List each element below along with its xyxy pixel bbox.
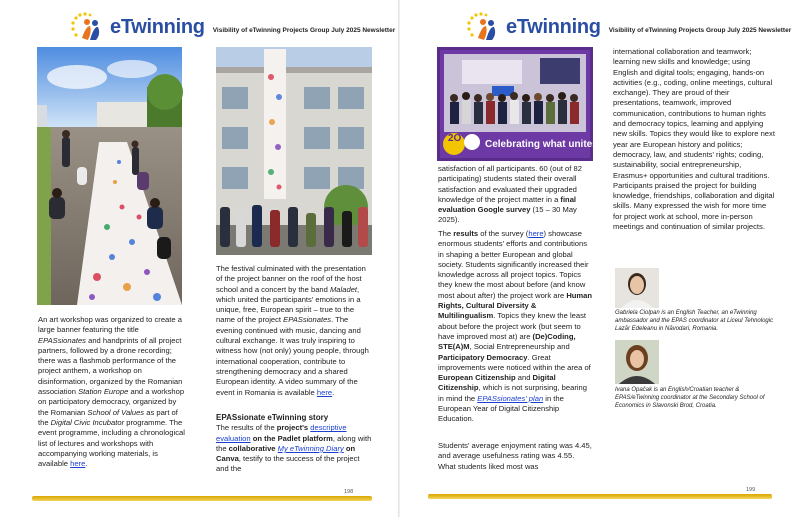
newsletter-title: Visibility of eTwinning Projects Group July 2025 Newsletter bbox=[608, 26, 792, 34]
text-run: and handprints of all project partners, followed by a drone recording; there was a flashmob performance of the project anthem, a workshop on disinformation, organized by the Romanian association bbox=[38, 335, 183, 397]
etwinning-logo bbox=[466, 12, 601, 42]
text-run: results bbox=[453, 229, 479, 238]
school-banner-photo bbox=[216, 47, 372, 255]
logo-text: eTwinning bbox=[506, 15, 601, 38]
text-run: , testify to the success of the project and the bbox=[216, 454, 360, 474]
festival-paragraph bbox=[216, 264, 374, 398]
newsletter-title: Visibility of eTwinning Projects Group July 2025 Newsletter bbox=[212, 26, 396, 34]
art-workshop-photo bbox=[37, 47, 182, 305]
footer-bar bbox=[428, 494, 772, 499]
text-run: in the European Year of Digital Citizenship Education. bbox=[438, 393, 564, 424]
text-run: satisfaction of all participants. 60 (out of 82 participating) students stated their overall satisfaction and evaluated their upgraded knowledge of the project matter in a bbox=[438, 164, 582, 204]
video-summary-link[interactable]: here bbox=[316, 387, 333, 397]
text-run: Students' average enjoyment rating was 4.45, and average usefulness rating was 4.55. What students liked most was bbox=[438, 441, 592, 471]
text-run: . bbox=[332, 387, 335, 397]
text-run: of the survey ( bbox=[478, 229, 529, 238]
text-run: , which united the participants' emotions in a unique, free, European spirit – true to the name of the project bbox=[216, 284, 361, 325]
text-run: . The evening continued with music, dancing and cultural exchange. It was truly inspiring to witness how (not only) young people, through international cooperation, contribute to strengthening democracy and a shared European identity. A video summary of the event in Romania is available bbox=[216, 315, 369, 397]
text-run: . bbox=[85, 459, 88, 469]
avatar-ivana bbox=[615, 340, 659, 384]
survey-link[interactable]: here bbox=[528, 229, 544, 238]
text-run: on Canva bbox=[216, 443, 356, 464]
text-run: as part of the bbox=[38, 407, 178, 427]
page-number: 199 bbox=[746, 487, 756, 493]
survey-results-paragraph bbox=[438, 229, 594, 425]
text-run: EPASsionates bbox=[283, 315, 332, 325]
ratings-paragraph bbox=[438, 441, 594, 472]
text-run: on the Padlet platform bbox=[250, 433, 333, 443]
text-run: . Topics they knew the least about before the project work (but seem to have improved most at) are bbox=[438, 311, 587, 341]
text-run: . Great improvements were noticed within the area of bbox=[438, 352, 591, 372]
text-run: An art workshop was organized to create a large banner featuring the title bbox=[38, 315, 182, 335]
feedback-paragraph bbox=[613, 47, 775, 232]
caption-gabriela: Gabriela Ciolpan is an English Teacher, an eTwinning ambassador and the EPAS coordinator at Liceul Tehnologic Lazăr Edeleanu in Năvodari, Romania. bbox=[615, 310, 774, 332]
text-run: The festival culminated with the presentation of the project banner on the roof of the host school and a concert by the band bbox=[216, 264, 366, 294]
text-run: , Social Entrepreneurship and bbox=[469, 342, 570, 352]
text-run: The results of the bbox=[216, 423, 277, 433]
text-run: School of Values bbox=[87, 407, 145, 417]
text-run: Maladet bbox=[329, 284, 358, 294]
text-run: and bbox=[515, 373, 533, 383]
text-run: , which is not surprising, bearing in mind the bbox=[438, 383, 587, 403]
text-run: final evaluation Google survey bbox=[438, 194, 577, 215]
text-run: Digital Civic Incubator bbox=[50, 417, 125, 427]
art-workshop-paragraph bbox=[38, 315, 188, 469]
text-run: , along with the bbox=[216, 433, 372, 453]
text-run: Station Europe bbox=[78, 387, 129, 397]
text-run: EPASsionates bbox=[38, 335, 86, 345]
satisfaction-paragraph bbox=[438, 164, 594, 226]
text-run: project's bbox=[276, 423, 309, 433]
etwinning-diary-link[interactable]: My eTwinning Diary bbox=[277, 443, 344, 453]
text-run: programme. The event programme, including a chronological list of lectures and workshops with accompanying working materials, is available bbox=[38, 417, 185, 469]
footer-bar bbox=[32, 496, 372, 501]
caption-ivana: Ivana Opačak is an English/Croatian teacher & EPAS/eTwinning coordinator at the Secondary School of Economics in Slavonski Brod, Croatia. bbox=[615, 387, 765, 409]
text-run: European Citizenship bbox=[438, 373, 516, 383]
text-run: The bbox=[438, 229, 454, 238]
story-heading: EPASsionate eTwinning story bbox=[216, 413, 329, 422]
page-number: 198 bbox=[344, 489, 354, 495]
etwinning-stars-icon bbox=[70, 12, 108, 42]
text-run: collaborative bbox=[228, 443, 276, 453]
page-header bbox=[466, 10, 791, 44]
text-run: international collaboration and teamwork; learning new skills and knowledge; using English and digital tools; engaging, hands-on activities (e.g., coding, online meetings, cultural exchange). They are proud of their presentations, teamwork, improved communication, contributions to human rights and democracy topics, learning and applying new skills. Topics they would like to explore next year are European history and politics; democracy, law, and students' rights; coding, sustainability, social entrepreneurship, Erasmus+ opportunities and cultural traditions. Participants praised the project for building knowledge, friendships, collaboration and digital skills. Many expressed the wish for more time for project work at school, more in-person meetings and continuation of similar projects. bbox=[613, 47, 775, 232]
badge-number: 2O bbox=[448, 133, 462, 144]
text-run: and a workshop on participatory democracy, organized by the Romanian bbox=[38, 387, 185, 417]
story-section bbox=[216, 413, 374, 475]
text-run: Digital Citizenship bbox=[438, 373, 556, 393]
text-run: (15 – 30 May 2025). bbox=[438, 205, 577, 225]
right-page bbox=[400, 0, 800, 517]
text-run: Participatory Democracy bbox=[438, 352, 528, 362]
etwinning-stars-icon bbox=[466, 12, 504, 42]
event-programme-link[interactable]: here bbox=[70, 459, 86, 469]
descriptive-evaluation-link[interactable]: descriptive evaluation bbox=[216, 423, 347, 443]
logo-text: eTwinning bbox=[110, 15, 205, 38]
text-run: (De)Coding, STE(A)M bbox=[438, 331, 576, 352]
page-header bbox=[70, 10, 395, 44]
etwinning-logo bbox=[70, 12, 205, 42]
avatar-gabriela bbox=[615, 268, 659, 308]
banner-slogan: Celebrating what unites us bbox=[485, 139, 613, 150]
group-celebration-photo bbox=[437, 47, 613, 161]
text-run: Human Rights, Cultural Diversity & Multilingualism bbox=[438, 290, 593, 321]
text-run: ) showcase enormous students' efforts and contributions in shaping a better European and global society. Students significantly increased their knowledge across all project topics. Topics they knew the most about before (and know most about after) the project work are bbox=[438, 229, 589, 300]
epassionates-plan-link[interactable]: EPASsionates' plan bbox=[477, 393, 544, 403]
